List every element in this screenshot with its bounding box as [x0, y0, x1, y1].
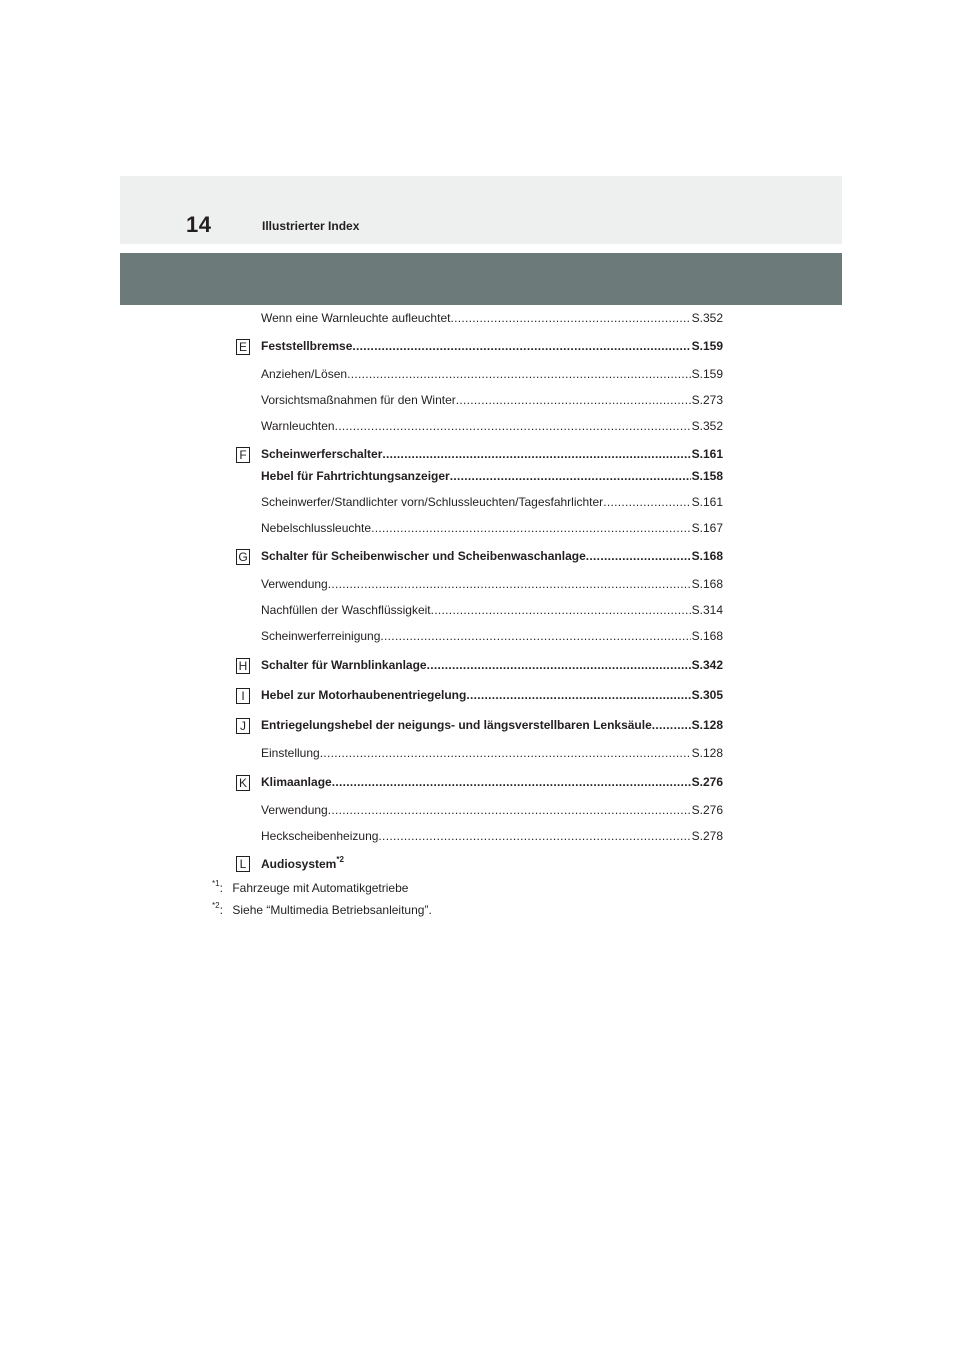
index-entry-page: S.161	[691, 495, 723, 509]
index-entry-page: S.278	[691, 829, 723, 843]
index-entry-page: S.168	[691, 549, 723, 563]
index-entry[interactable]	[261, 802, 723, 818]
dot-leader	[328, 576, 691, 592]
index-entry[interactable]	[261, 828, 723, 844]
index-letter-box: I	[236, 688, 250, 704]
dot-leader	[378, 828, 690, 844]
index-entry-label: Hebel für Fahrtrichtungsanzeiger	[261, 469, 450, 483]
index-entry-page: S.314	[691, 603, 723, 617]
footnote-2: $^{*2}$: Siehe “Multimedia Betriebsanleitung”.	[212, 901, 432, 917]
index-letter-box: E	[236, 339, 250, 355]
dot-leader	[328, 802, 691, 818]
index-entry-label: Hebel zur Motorhaubenentriegelung	[261, 688, 467, 702]
index-entry-page: S.167	[691, 521, 723, 535]
index-entry-label: Heckscheibenheizung	[261, 829, 379, 843]
index-entry-label: Entriegelungshebel der neigungs- und längsverstellbaren Lenksäule	[261, 718, 652, 732]
dot-leader	[586, 548, 691, 564]
dot-leader	[347, 366, 691, 382]
footnote-ref: *2	[336, 855, 344, 864]
index-entry-label: Klimaanlage	[261, 775, 332, 789]
index-letter-box: G	[236, 549, 250, 565]
dot-leader	[450, 310, 690, 326]
index-entry-page: S.128	[691, 718, 723, 732]
index-entry-label: Wenn eine Warnleuchte aufleuchtet	[261, 311, 451, 325]
index-entry-label: Warnleuchten	[261, 419, 335, 433]
index-entry-label: Scheinwerfer/Standlichter vorn/Schlussleuchten/Tagesfahrlichter	[261, 495, 604, 509]
page-number: 14	[186, 212, 212, 237]
index-entry[interactable]	[261, 576, 723, 592]
index-entry-page: S.352	[691, 311, 723, 325]
index-entry-page: S.158	[691, 469, 723, 483]
index-entry[interactable]	[261, 310, 723, 326]
index-entry[interactable]	[261, 774, 723, 790]
dot-leader	[352, 338, 690, 354]
index-entry[interactable]	[261, 602, 723, 618]
index-entry[interactable]	[261, 520, 723, 536]
section-title: Illustrierter Index	[262, 219, 360, 233]
index-entry[interactable]	[261, 657, 723, 673]
index-entry-label: Anziehen/Lösen	[261, 367, 348, 381]
index-entry-page: S.159	[691, 367, 723, 381]
index-entry[interactable]	[261, 446, 723, 462]
index-entry-label: Einstellung	[261, 746, 320, 760]
index-entry-label: Scheinwerferschalter	[261, 447, 383, 461]
index-letter-box: L	[236, 856, 250, 872]
index-entry-page: S.159	[691, 339, 723, 353]
dot-leader	[456, 392, 691, 408]
footnote-mark: *1	[212, 879, 220, 888]
index-entry-label: Feststellbremse	[261, 339, 353, 353]
index-entry[interactable]	[261, 392, 723, 408]
dot-leader	[652, 717, 691, 733]
header-band	[120, 176, 842, 244]
index-entry[interactable]	[261, 468, 723, 484]
dot-leader	[431, 602, 691, 618]
dot-leader	[371, 520, 691, 536]
footnote-1: $^{*1}$: Fahrzeuge mit Automatikgetriebe	[212, 879, 409, 895]
index-letter-box: H	[236, 658, 250, 674]
dot-leader	[427, 657, 691, 673]
index-entry-label: Schalter für Scheibenwischer und Scheibenwaschanlage	[261, 549, 586, 563]
footnote-text: Fahrzeuge mit Automatikgetriebe	[232, 881, 409, 895]
dot-leader	[320, 745, 691, 761]
dot-leader	[335, 418, 691, 434]
index-entry-label: Verwendung	[261, 803, 328, 817]
dot-leader	[382, 446, 690, 462]
index-letter-box: F	[236, 447, 250, 463]
header-divider-band	[120, 253, 842, 305]
index-entry[interactable]	[261, 418, 723, 434]
index-entry-page: S.276	[691, 803, 723, 817]
index-entry-page: S.161	[691, 447, 723, 461]
index-entry-label: Nachfüllen der Waschflüssigkeit	[261, 603, 431, 617]
index-letter-box: K	[236, 775, 250, 791]
index-entry-page: S.352	[691, 419, 723, 433]
index-entry-page: S.273	[691, 393, 723, 407]
footnote-text: Siehe “Multimedia Betriebsanleitung”.	[232, 903, 432, 917]
index-entry-page: S.276	[691, 775, 723, 789]
index-entry-page: S.342	[691, 658, 723, 672]
dot-leader	[332, 774, 691, 790]
index-entry[interactable]	[261, 628, 723, 644]
dot-leader	[466, 687, 690, 703]
index-entry-label: Audiosystem$^{*2}$	[261, 855, 344, 871]
index-entry[interactable]	[261, 366, 723, 382]
index-entry[interactable]	[261, 338, 723, 354]
index-entry[interactable]	[261, 717, 723, 733]
footnote-mark: *2	[212, 901, 220, 910]
dot-leader	[603, 494, 690, 510]
index-entry-page: S.168	[691, 629, 723, 643]
dot-leader	[380, 628, 690, 644]
index-entry-audiosystem[interactable]	[261, 856, 723, 872]
index-entry-label: Schalter für Warnblinkanlage	[261, 658, 427, 672]
index-entry-label: Vorsichtsmaßnahmen für den Winter	[261, 393, 456, 407]
index-entry-label: Scheinwerferreinigung	[261, 629, 381, 643]
index-entry-page: S.305	[691, 688, 723, 702]
index-entry[interactable]	[261, 548, 723, 564]
index-entry-label: Verwendung	[261, 577, 328, 591]
index-entry[interactable]	[261, 745, 723, 761]
index-letter-box: J	[236, 718, 250, 734]
index-entry[interactable]	[261, 687, 723, 703]
index-entry-page: S.128	[691, 746, 723, 760]
index-entry-page: S.168	[691, 577, 723, 591]
index-entry[interactable]	[261, 494, 723, 510]
index-entry-label: Nebelschlussleuchte	[261, 521, 372, 535]
dot-leader	[450, 468, 691, 484]
